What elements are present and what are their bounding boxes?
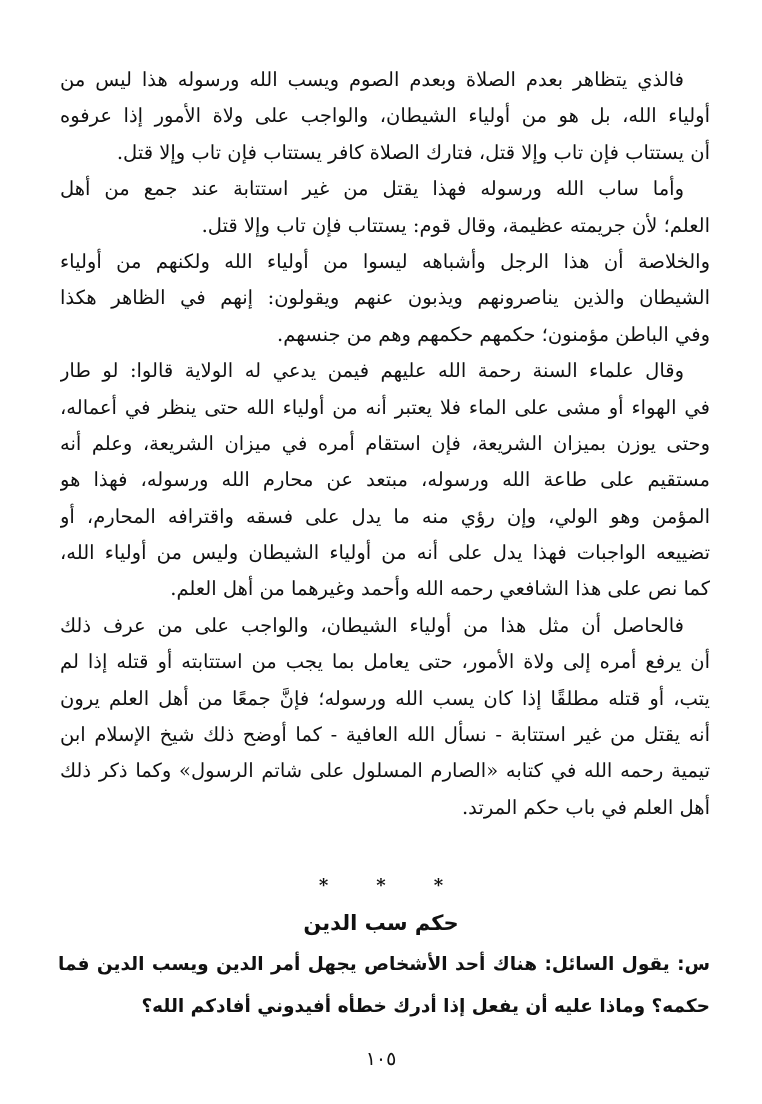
text-line: العلم؛ لأن جريمته عظيمة، وقال قوم: يستتاب فإن تاب وإلا قتل.: [201, 213, 710, 237]
text-line: وأما ساب الله ورسوله فهذا يقتل من غير استتابة عند جمع من أهل: [60, 177, 684, 201]
text-line: أن يرفع أمره إلى ولاة الأمور، حتى يعامل بما يجب من استتابته أو قتله إذا لم: [60, 650, 710, 674]
text-line: أولياء الله، بل هو من أولياء الشيطان، والواجب على ولاة الأمور إذا عرفوه: [60, 104, 710, 128]
text-line: فالذي يتظاهر بعدم الصلاة وبعدم الصوم ويسب الله ورسوله هذا ليس من: [60, 68, 684, 91]
text-line: أهل العلم في باب حكم المرتد.: [461, 795, 710, 819]
text-line: وقال علماء السنة رحمة الله عليهم فيمن يدعي له الولاية قالوا: لو طار: [60, 359, 684, 383]
text-line: وفي الباطن مؤمنون؛ حكمهم حكمهم وهم من جنسهم.: [277, 322, 710, 346]
text-line: تيمية رحمه الله في كتابه «الصارم المسلول على شاتم الرسول» وكما ذكر ذلك: [60, 759, 710, 783]
text-line: مستقيم على طاعة الله ورسوله، مبتعد عن محارم الله ورسوله، فهذا هو: [60, 468, 710, 492]
text-line: كما نص على هذا الشافعي رحمه الله وأحمد وغيرهما من أهل العلم.: [170, 577, 710, 601]
text-line: المؤمن وهو الولي، وإن رؤي منه ما يدل على فسقه واقترافه المحارم، أو: [60, 504, 710, 528]
star-ornament: *: [376, 875, 386, 896]
text-line: أن يستتاب فإن تاب وإلا قتل، فتارك الصلاة كافر يستتاب فإن تاب وإلا قتل.: [116, 140, 710, 164]
body-text: [60, 62, 710, 826]
text-line: والخلاصة أن هذا الرجل وأشباهه ليسوا من أولياء الله ولكنهم من أولياء: [60, 249, 710, 273]
text-line: يتب، أو قتله مطلقًا إذا كان يسب الله ورسوله؛ فإنَّ جمعًا من أهل العلم يرون: [60, 686, 710, 710]
text-line: في الهواء أو مشى على الماء فلا يعتبر أنه من أولياء الله حتى ينظر في أعماله،: [60, 395, 710, 419]
star-ornament: *: [433, 875, 444, 896]
question-block: [58, 944, 710, 1028]
section-separator: [0, 872, 762, 900]
question-line: س: يقول السائل: هناك أحد الأشخاص يجهل أمر الدين ويسب الدين فما: [58, 954, 710, 975]
text-line: الشيطان والذين يناصرونهم ويذبون عنهم ويقولون: إنهم في الظاهر هكذا: [60, 286, 710, 310]
question-line: حكمه؟ وماذا عليه أن يفعل إذا أدرك خطأه أفيدوني أفادكم الله؟: [141, 996, 710, 1017]
text-line: وحتى يوزن بميزان الشريعة، فإن استقام أمره في ميزان الشريعة، وعلم أنه: [60, 431, 710, 455]
text-line: تضييعه الواجبات فهذا يدل على أنه من أولياء الشيطان وليس من أولياء الله،: [60, 541, 710, 565]
text-line: فالحاصل أن مثل هذا من أولياء الشيطان، والواجب على من عرف ذلك: [60, 613, 684, 637]
section-title: حكم سب الدين: [303, 911, 459, 935]
text-line: أنه يقتل من غير استتابة - نسأل الله العافية - كما أوضح ذلك شيخ الإسلام ابن: [60, 723, 710, 747]
page-number: ١٠٥: [365, 1048, 397, 1070]
star-ornament: *: [318, 875, 329, 896]
